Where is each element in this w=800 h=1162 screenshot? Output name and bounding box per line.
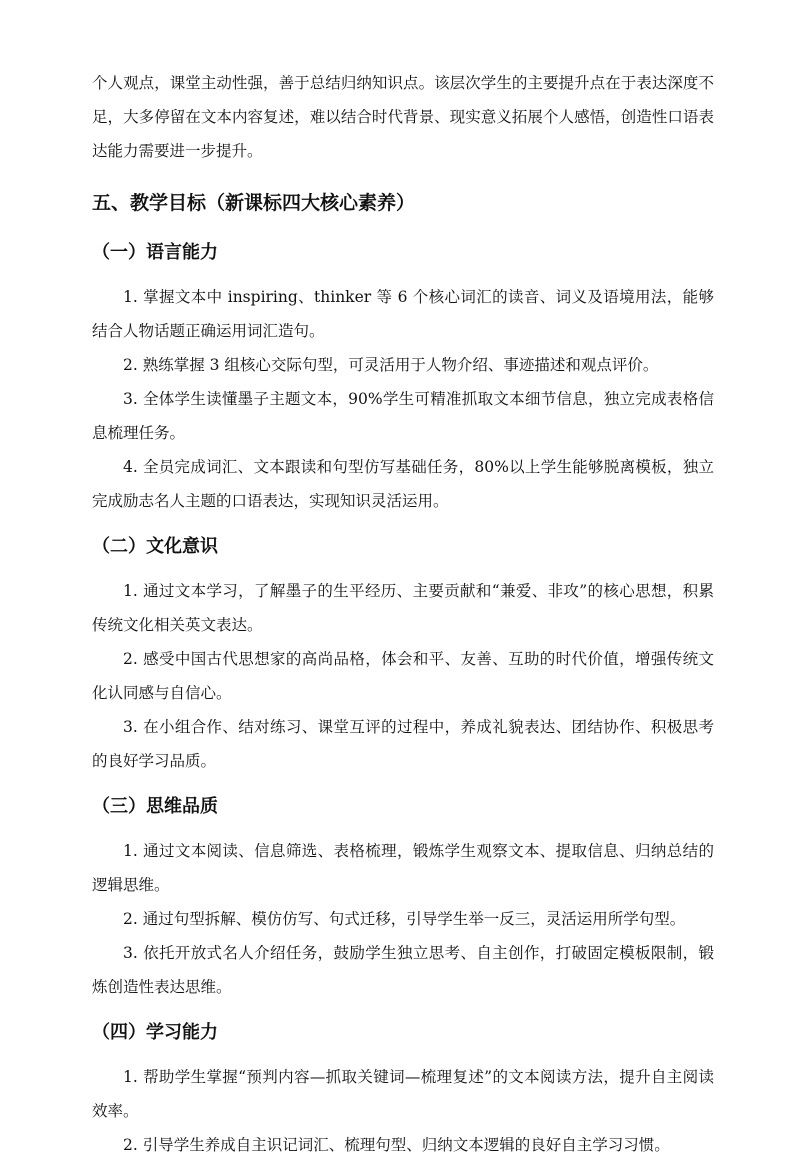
subsection-title-learning: （四）学习能力 (92, 1022, 218, 1043)
subsection-title-language: （一）语言能力 (92, 242, 218, 263)
list-item: 2. 熟练掌握 3 组核心交际句型，可灵活用于人物介绍、事迹描述和观点评价。 (123, 356, 659, 374)
subsection-title-thinking: （三）思维品质 (92, 796, 218, 817)
list-item: 2. 引导学生养成自主识记词汇、梳理句型、归纳文本逻辑的良好自主学习习惯。 (123, 1136, 670, 1154)
list-item: 3. 在小组合作、结对练习、课堂互评的过程中，养成礼貌表达、团结协作、积极思考的良好学习品质。 (92, 718, 714, 770)
list-item: 1. 通过文本阅读、信息筛选、表格梳理，锻炼学生观察文本、提取信息、归纳总结的逻辑思维。 (92, 842, 714, 894)
list-item: 3. 依托开放式名人介绍任务，鼓励学生独立思考、自主创作，打破固定模板限制，锻炼创造性表达思维。 (92, 944, 714, 996)
list-item: 1. 通过文本学习，了解墨子的生平经历、主要贡献和“兼爱、非攻”的核心思想，积累传统文化相关英文表达。 (92, 582, 714, 634)
subsection-title-culture: （二）文化意识 (92, 536, 218, 557)
section-title: 五、教学目标（新课标四大核心素养） (92, 192, 416, 214)
list-item: 3. 全体学生读懂墨子主题文本，90%学生可精准抓取文本细节信息，独立完成表格信息梳理任务。 (92, 390, 714, 442)
intro-paragraph: 个人观点，课堂主动性强，善于总结归纳知识点。该层次学生的主要提升点在于表达深度不足，大多停留在文本内容复述，难以结合时代背景、现实意义拓展个人感悟，创造性口语表达能力需要进一步提升。 (92, 74, 714, 160)
list-item: 2. 通过句型拆解、模仿仿写、句式迁移，引导学生举一反三，灵活运用所学句型。 (123, 910, 686, 928)
list-item: 1. 掌握文本中 inspiring、thinker 等 6 个核心词汇的读音、词义及语境用法，能够结合人物话题正确运用词汇造句。 (92, 288, 714, 340)
list-item: 2. 感受中国古代思想家的高尚品格，体会和平、友善、互助的时代价值，增强传统文化认同感与自信心。 (92, 650, 714, 702)
list-item: 4. 全员完成词汇、文本跟读和句型仿写基础任务，80%以上学生能够脱离模板，独立完成励志名人主题的口语表达，实现知识灵活运用。 (92, 458, 714, 510)
page-content (92, 66, 714, 1162)
list-item: 1. 帮助学生掌握“预判内容—抓取关键词—梳理复述”的文本阅读方法，提升自主阅读效率。 (92, 1068, 714, 1120)
